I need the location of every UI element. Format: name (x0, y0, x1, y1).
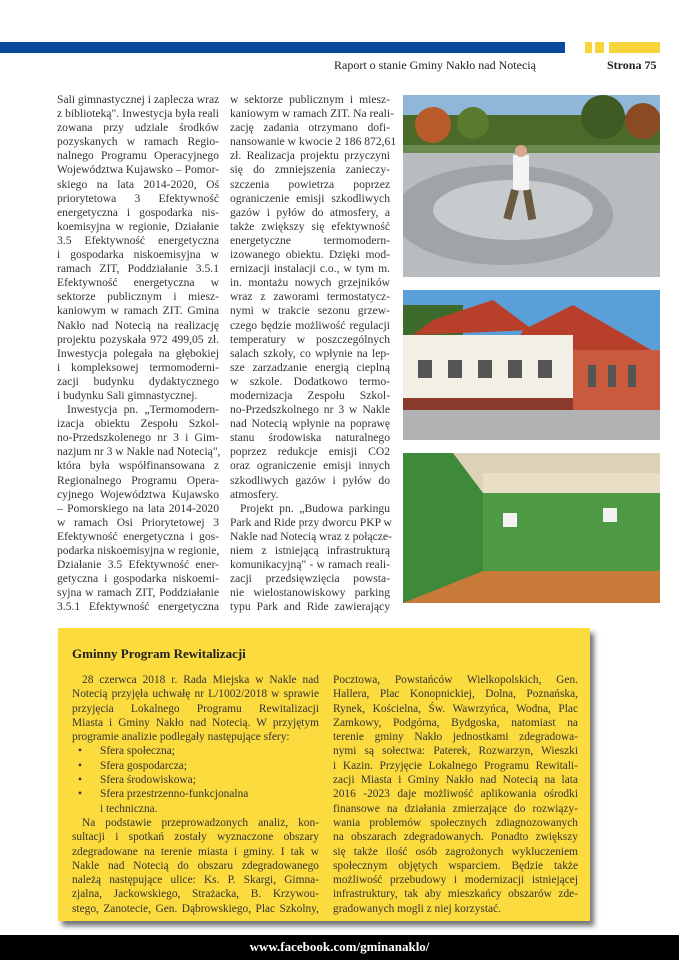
text-line: Województwa Kujawsko – Pomor- (57, 163, 220, 177)
header-blue-bar (0, 42, 565, 53)
text-line: oraz ograniczenie emisji innych (230, 459, 390, 473)
text-line: nymi są sołectwa: Paterek, Rozwarzyn, Wieszki (333, 745, 578, 758)
text-line: 3.5.1 Efektywność energetyczna (57, 600, 219, 614)
text-line: terenie gminy Nakło jednostkami zdegradowa- (333, 731, 578, 744)
bullet-item: • Sfera społeczna; (72, 744, 319, 758)
text-line: szkodliwych gazów i pyłów do (230, 473, 390, 487)
text-line: zacji budynku dydaktycznego (57, 374, 219, 388)
photo-sports-hall (403, 453, 660, 603)
text-line: pozyskanych w ramach Regio- (57, 135, 219, 149)
text-line: 28 czerwca 2018 r. Rada Miejska w Nakle nad (82, 674, 319, 686)
text-line: sze zarzadzanie energią cieplną (230, 360, 390, 374)
text-line: energetyczne termomodern- (230, 233, 390, 247)
text-line: niem z istniejącą infrastrukturą (230, 544, 390, 557)
text-line: podarka niskoemisyjna w regionie, (57, 544, 220, 557)
photo-skatepark (403, 95, 660, 277)
text-line: izowanego obiektu. Dzięki mod- (230, 248, 390, 262)
text-line: nie wielostanowiskowy parking (230, 586, 390, 600)
text-line: projektu pozyskała 972 499,05 zł. (57, 332, 219, 346)
text-line: i Kazin. Przyjęcie Lokalnego Programu Rewitali- (333, 759, 578, 772)
text-line: getyczna i gospodarka niskoemi- (57, 572, 219, 586)
text-line: stanu środowiska naturalnego (230, 431, 390, 445)
text-line: kaniowym w ramach ZIT. Na reali- (230, 107, 394, 121)
text-column-left (57, 93, 219, 614)
text-line: ernizacji instalacji c.o., w tym m. (230, 262, 390, 276)
text-line: syjna w ramach ZIT, Poddziałanie (57, 586, 219, 600)
footer-bar (0, 935, 679, 960)
text-line: zjalna, Jackowskiego, Strażacka, B. Krzywou- (72, 888, 319, 901)
text-line: w ramach Osi Priorytetowej 3 (57, 515, 219, 529)
text-line: infrastruktury, tak aby mieszkańcy obszarów zde- (333, 888, 578, 901)
text-line: salach szkoły, co wpłynie na lep- (230, 346, 390, 360)
text-column-middle (230, 93, 397, 614)
text-line: komunikacyjną" - w ramach reali- (230, 558, 390, 572)
text-line: Pocztowa, Powstańców Wielkopolskich, Gen. (333, 674, 578, 686)
text-line: Rynek, Kościelna, Św. Wawrzyńca, Wodna, Plac (333, 702, 578, 715)
text-line: Park and Ride przy dworcu PKP w (230, 515, 392, 529)
text-line: finansowe na działania zmierzające do rozwiązy- (333, 802, 578, 815)
text-line: należą następujące ulice: Ks. P. Skargi, Gimna- (72, 874, 319, 887)
text-line: skiego na lata 2014-2020, Oś (57, 177, 219, 191)
text-line: szczenia powietrza poprzez (230, 177, 390, 191)
page-number: Strona 75 (607, 58, 657, 72)
text-line: się także ilość osób zagrożonych wykluczeniem (333, 845, 578, 858)
text-line: Zamkowy, Podgórna, Bydgoska, natomiast na (333, 716, 578, 729)
text-line: sultacji i spotkań zostały wyznaczone obszary (72, 831, 319, 844)
text-line: zacji przedsięwzięcia powsta- (230, 572, 390, 586)
text-line: nansowanie w kwocie 2 186 872,61 (230, 135, 397, 149)
text-line: 3.5 Efektywność energetyczna (57, 233, 219, 247)
text-line: Notecią przyjęła uchwałę nr L/1002/2018 w sprawie (72, 688, 319, 701)
text-line: no-Przedszkolnego nr 3 w Nakle (230, 403, 390, 417)
header-yellow-block (595, 42, 604, 53)
text-line: gazów i pyłów do atmosfery, a (230, 205, 390, 219)
text-line: i budynku Sali gimnastycznej. (57, 388, 198, 402)
text-line: Efektywność energetyczna i gos- (57, 529, 219, 543)
text-line: zowana przy udziale środków (57, 121, 219, 135)
text-line: nalnego Programu Operacyjnego (57, 149, 219, 163)
text-line: Nakle nad Notecią wraz z połącze- (230, 529, 392, 543)
text-line: atmosfery. (230, 487, 279, 501)
text-line: z biblioteką". Inwestycja była reali (57, 107, 219, 121)
text-line: wraz z zaworami termostatycz- (230, 290, 390, 304)
text-line: koemisyjna w regionie, Działanie (57, 219, 219, 233)
text-line: programie analizie podlegały następujące sfery: (72, 731, 290, 744)
box-column-left (72, 673, 319, 916)
text-line: ramach ZIT, Poddziałanie 3.5.1 (57, 262, 219, 276)
text-line: Hallera, Plac Konopnickiej, Dolna, Poznańska, (333, 688, 578, 701)
text-line: Miasta i Gminy Nakło nad Notecią. W przyjętym (72, 716, 319, 729)
text-line: 2016 -2023 daje możliwość aplikowania ośrodki (333, 788, 578, 801)
text-line: no-Przedszkolenego nr 3 i Gim- (57, 431, 219, 445)
text-line: Inwestycja polegała na głębokiej (57, 346, 219, 360)
text-line: w sektorze publicznym i miesz- (230, 93, 390, 106)
text-line: energetyczna i gospodarka nis- (57, 205, 219, 219)
text-line: zdegradowane na terenie miasta i gminy. I tak w (72, 845, 319, 858)
revitalization-box (58, 628, 590, 921)
text-line: Na podstawie przeprowadzonych analiz, kon- (82, 816, 319, 829)
text-line: modernizacja Zespołu Szkol- (230, 388, 390, 402)
text-line: także zwiększy się efektywność (230, 219, 390, 233)
text-line: zł. Realizacja projektu przyczyni (230, 149, 390, 163)
bullet-item: • Sfera środowiskowa; (72, 773, 319, 787)
text-line: Inwestycja pn. „Termomodern- (67, 403, 219, 417)
text-line: Efektywność energetyczna w (57, 276, 219, 290)
text-line: czego będzie możliwość regulacji (230, 318, 390, 332)
text-line: Projekt pn. „Budowa parkingu (240, 501, 390, 515)
text-line: Nakło nad Notecią na realizację (57, 318, 219, 332)
text-line: in. montażu nowych grzejników (230, 276, 390, 290)
text-line: priorytetowa 3 Efektywność (57, 191, 219, 205)
facebook-link[interactable]: www.facebook.com/gminanaklo/ (249, 939, 430, 954)
header-yellow-block (609, 42, 660, 53)
text-line: możliwość przebudowy i modernizacji istniejącej (333, 874, 578, 887)
bullet-item: • Sfera gospodarcza; (72, 759, 319, 773)
report-title: Raport o stanie Gminy Nakło nad Notecią (334, 58, 536, 72)
text-line: sektorze publicznym i miesz- (57, 290, 219, 304)
text-line: nymi w trakcie sezonu grzew- (230, 304, 390, 318)
box-title: Gminny Program Rewitalizacji (72, 646, 246, 661)
text-line: ograniczenie emisji szkodliwych (230, 191, 390, 205)
text-line: się do zmniejszenia zanieczy- (230, 163, 390, 177)
text-line: zacji Miasta i Gminy Nakło nad Notecią na lata (333, 774, 578, 787)
text-line: która była współfinansowana z (57, 459, 219, 473)
text-line: – Pomorskiego na lata 2014-2020 (57, 501, 219, 515)
header-yellow-block (585, 42, 592, 53)
text-line: przyjęcia Lokalnego Programu Rewitalizacji (72, 702, 319, 715)
text-line: Sali gimnastycznej i zaplecza wraz (57, 93, 220, 106)
text-line: temperatury w poszczególnych (230, 332, 390, 346)
text-line: poprzez redukcje emisji CO2 (230, 445, 390, 459)
text-line: gradowanych mogli z niej korzystać. (333, 902, 501, 915)
text-line: Działanie 3.5 Efektywność ener- (57, 558, 219, 572)
text-line: Nakle nad Notecią do obszaru zdegradowanego (72, 859, 319, 872)
text-line: i gospodarka niskoemisyjna w (57, 248, 219, 262)
text-line: i kompleksowej termomoderni- (57, 360, 219, 374)
photo-school-building (403, 290, 660, 440)
text-line: w szkole. Dodatkowo termo- (230, 374, 390, 388)
text-line: nazjum nr 3 w Nakle nad Notecią", (57, 445, 221, 459)
text-line: izacja obiektu Zespołu Szkol- (57, 417, 219, 431)
bullet-item: • Sfera przestrzenno-funkcjonalna (72, 787, 319, 801)
text-line: typu Park and Ride zawierający (230, 600, 390, 614)
text-line: stego, Zanotecie, Gen. Dąbrowskiego, Plac Szkolny, (72, 902, 319, 915)
text-line: nad Notecią wpłynie na poprawę (230, 417, 390, 431)
text-line: kaniowym w ramach ZIT. Gmina (57, 304, 219, 318)
text-line: zację zadania otrzymano dofi- (230, 121, 390, 135)
text-line: wania problemów społecznych zdiagnozowanych (333, 816, 578, 829)
box-column-right (333, 673, 578, 916)
text-line: społecznym objętych wsparciem. Będzie także (333, 859, 578, 872)
bullet-item: i techniczna. (100, 802, 158, 815)
text-line: Regionalnego Programu Opera- (57, 473, 219, 487)
text-line: cyjnego Województwa Kujawsko (57, 487, 219, 501)
text-line: na obszarach zdegradowanych. Ponadto zwiększy (333, 831, 578, 844)
